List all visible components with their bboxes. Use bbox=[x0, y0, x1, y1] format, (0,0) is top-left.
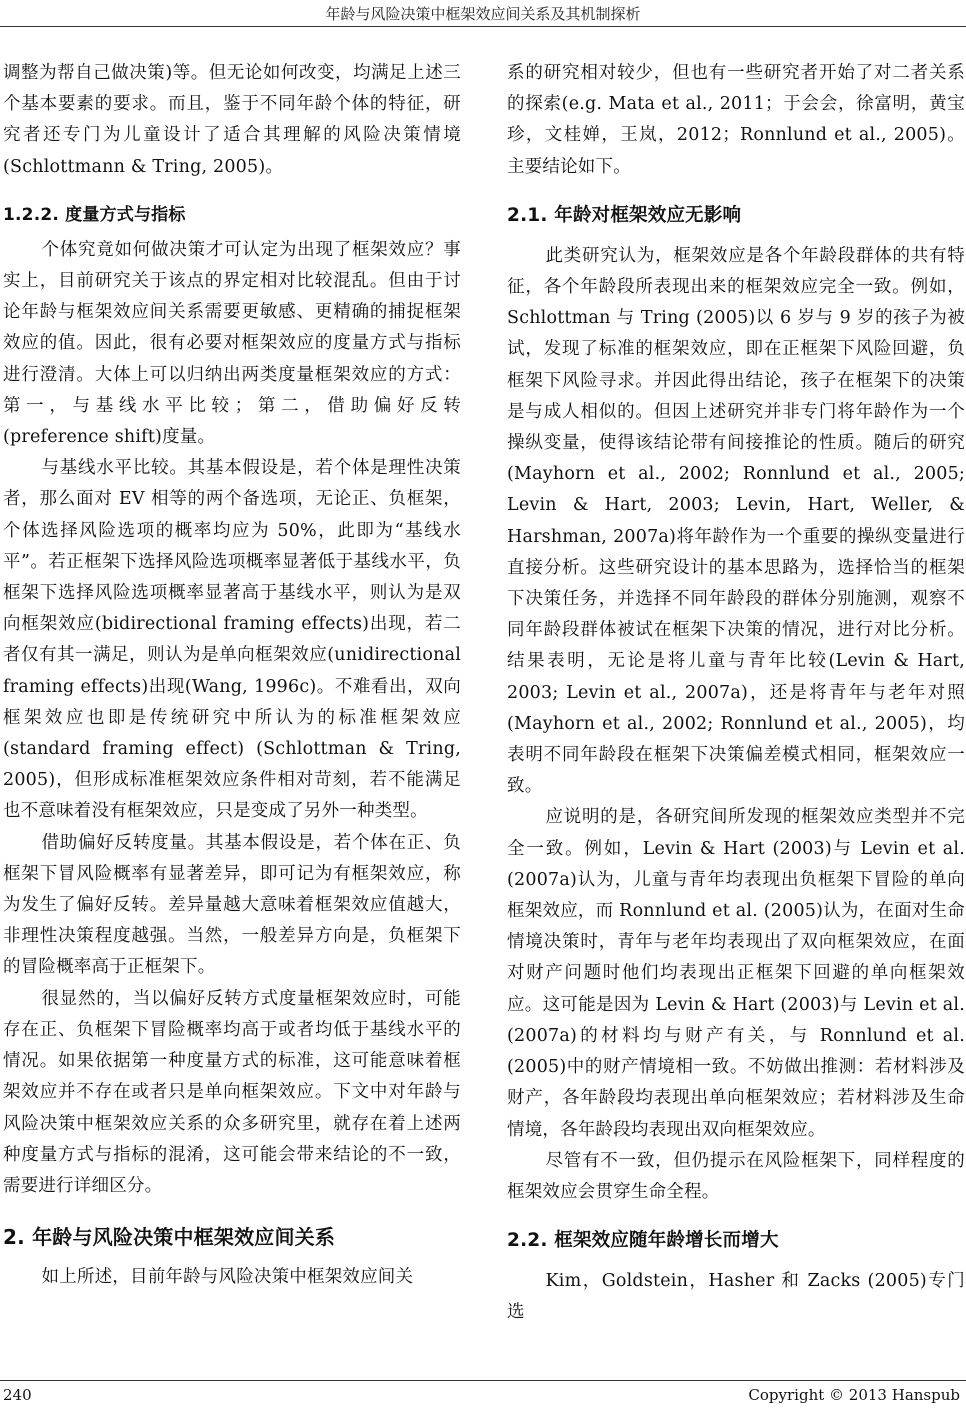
paragraph: 与基线水平比较。其基本假设是，若个体是理性决策者，那么面对 EV 相等的两个备选项，无论正、负框架，个体选择风险选项的概率均应为 50%，此即为“基线水平”。若正框架下选择风险选项概率显著低于基线水平，负框架下选择风险选项概率显著高于基线水平，则认为是双向框架效应(bidirectional framing effects)出现，若二者仅有其一满足，则认为是单向框架效应(unidirectional framing effects)出现(Wang, 1996c)。不难看出，双向框架效应也即是传统研究中所认为的标准框架效应(standard framing effect) (Schlottman & Tring, 2005)，但形成标准框架效应条件相对苛刻，若不能满足也不意味着没有框架效应，只是变成了另外一种类型。 bbox=[3, 458, 461, 822]
running-title: 年龄与风险决策中框架效应间关系及其机制探析 bbox=[325, 5, 641, 23]
section-heading-2: 2. 年龄与风险决策中框架效应间关系 bbox=[3, 1225, 336, 1250]
section-heading-2-1: 2.1. 年龄对框架效应无影响 bbox=[507, 204, 742, 226]
section-heading-1-2-2: 1.2.2. 度量方式与指标 bbox=[3, 204, 186, 225]
paragraph: 应说明的是，各研究间所发现的框架效应类型并不完全一致。例如，Levin & Hart (2003)与 Levin et al. (2007a)认为，儿童与青年均表现出负框架下冒险的单向框架效应，而 Ronnlund et al. (2005)认为，在面对生命情境决策时，青年与老年均表现出了双向框架效应，在面对财产问题时他们均表现出正框架下回避的单向框架效应。这可能是因为 Levin & Hart (2003)与 Levin et al. (2007a)的材料均与财产有关，与 Ronnlund et al. (2005)中的财产情境相一致。不妨做出推测：若材料涉及财产，各年龄段均表现出单向框架效应；若材料涉及生命情境，各年龄段均表现出双向框架效应。 bbox=[507, 807, 965, 1140]
paragraph: 系的研究相对较少，但也有一些研究者开始了对二者关系的探索(e.g. Mata et al., 2011；于会会，徐富明，黄宝珍，文桂婵，王岚，2012；Ronnlund et al., 2005)。主要结论如下。 bbox=[507, 63, 965, 177]
paragraph: Kim，Goldstein，Hasher 和 Zacks (2005)专门选 bbox=[507, 1271, 965, 1323]
paragraph: 很显然的，当以偏好反转方式度量框架效应时，可能存在正、负框架下冒险概率均高于或者均低于基线水平的情况。如果依据第一种度量方式的标准，这可能意味着框架效应并不存在或者只是单向框架效应。下文中对年龄与风险决策中框架效应关系的众多研究里，就存在着上述两种度量方式与指标的混淆，这可能会带来结论的不一致，需要进行详细区分。 bbox=[3, 988, 461, 1196]
paragraph: 借助偏好反转度量。其基本假设是，若个体在正、负框架下冒风险概率有显著差异，即可记为有框架效应，称为发生了偏好反转。差异量越大意味着框架效应值越大，非理性决策程度越强。当然，一般差异方向是，负框架下的冒险概率高于正框架下。 bbox=[3, 832, 461, 978]
left-column bbox=[3, 58, 461, 1293]
page-number: 240 bbox=[3, 1386, 32, 1404]
paragraph: 此类研究认为，框架效应是各个年龄段群体的共有特征，各个年龄段所表现出来的框架效应完全一致。例如，Schlottman 与 Tring (2005)以 6 岁与 9 岁的孩子为被试，发现了标准的框架效应，即在正框架下风险回避，负框架下风险寻求。并因此得出结论，孩子在框架下的决策是与成人相似的。但因上述研究并非专门将年龄作为一个操纵变量，使得该结论带有间接推论的性质。随后的研究(Mayhorn et al., 2002; Ronnlund et al., 2005; Levin & Hart, 2003; Levin, Hart, Weller, & Harshman, 2007a)将年龄作为一个重要的操纵变量进行直接分析。这些研究设计的基本思路为，选择恰当的框架下决策任务，并选择不同年龄段的群体分别施测，观察不同年龄段群体被试在框架下决策的情况，进行对比分析。结果表明，无论是将儿童与青年比较(Levin & Hart, 2003; Levin et al., 2007a)，还是将青年与老年对照(Mayhorn et al., 2002; Ronnlund et al., 2005)，均表明不同年龄段在框架下决策偏差模式相同，框架效应一致。 bbox=[507, 245, 965, 797]
footer-rule bbox=[0, 1380, 966, 1381]
right-column bbox=[507, 58, 965, 1329]
section-heading-2-2: 2.2. 框架效应随年龄增长而增大 bbox=[507, 1230, 779, 1252]
header-rule bbox=[0, 26, 966, 27]
paragraph: 如上所述，目前年龄与风险决策中框架效应间关 bbox=[41, 1267, 414, 1288]
copyright-notice: Copyright © 2013 Hanspub bbox=[748, 1386, 960, 1404]
paragraph: 个体究竟如何做决策才可认定为出现了框架效应？事实上，目前研究关于该点的界定相对比较混乱。但由于讨论年龄与框架效应间关系需要更敏感、更精确的捕捉框架效应的值。因此，很有必要对框架效应的度量方式与指标进行澄清。大体上可以归纳出两类度量框架效应的方式：第一，与基线水平比较；第二，借助偏好反转(preference shift)度量。 bbox=[3, 239, 461, 448]
paragraph: 尽管有不一致，但仍提示在风险框架下，同样程度的框架效应会贯穿生命全程。 bbox=[507, 1150, 965, 1202]
paragraph: 调整为帮自己做决策)等。但无论如何改变，均满足上述三个基本要素的要求。而且，鉴于不同年龄个体的特征，研究者还专门为儿童设计了适合其理解的风险决策情境(Schlottmann & Tring, 2005)。 bbox=[3, 63, 461, 177]
